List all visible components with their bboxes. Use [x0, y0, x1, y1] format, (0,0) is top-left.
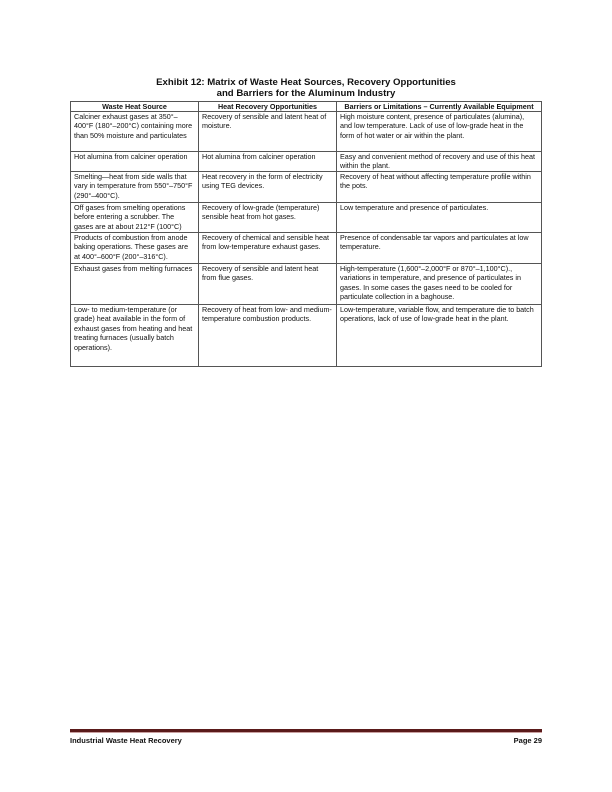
heat-recovery-opportunity-cell: Recovery of sensible and latent heat of moisture. [199, 112, 337, 152]
heat-recovery-opportunity-cell: Heat recovery in the form of electricity using TEG devices. [199, 172, 337, 203]
table-row [71, 112, 542, 152]
barrier-limitation-cell: Presence of condensable tar vapors and particulates at low temperature. [337, 233, 542, 264]
footer-page-number: Page 29 [513, 736, 542, 745]
table-row [71, 305, 542, 367]
heat-recovery-opportunity-cell: Recovery of heat from low- and medium-temperature combustion products. [199, 305, 337, 367]
waste-heat-source-cell: Calciner exhaust gases at 350°–400°F (180°–200°C) containing more than 50% moisture and particulates [71, 112, 199, 152]
heat-recovery-opportunity-cell: Recovery of low-grade (temperature) sensible heat from hot gases. [199, 203, 337, 233]
exhibit-title [0, 78, 612, 99]
waste-heat-matrix-table [70, 101, 542, 367]
heat-recovery-opportunity-cell: Hot alumina from calciner operation [199, 152, 337, 172]
waste-heat-source-cell: Low- to medium-temperature (or grade) heat available in the form of exhaust gases from heating and heat treating furnaces (usually batch operations). [71, 305, 199, 367]
waste-heat-source-cell: Exhaust gases from melting furnaces [71, 264, 199, 305]
table-row [71, 264, 542, 305]
title-line-1: Exhibit 12: Matrix of Waste Heat Sources, Recovery Opportunities [156, 77, 456, 88]
waste-heat-source-cell: Hot alumina from calciner operation [71, 152, 199, 172]
barrier-limitation-cell: Low temperature and presence of particulates. [337, 203, 542, 233]
table-row [71, 152, 542, 172]
table-row [71, 172, 542, 203]
footer-document-title: Industrial Waste Heat Recovery [70, 736, 182, 745]
header-heat-recovery: Heat Recovery Opportunities [199, 102, 337, 112]
barrier-limitation-cell: High moisture content, presence of particulates (alumina), and low temperature. Lack of use of low-grade heat in the form of hot water or air within the plant. [337, 112, 542, 152]
heat-recovery-opportunity-cell: Recovery of chemical and sensible heat from low-temperature exhaust gases. [199, 233, 337, 264]
waste-heat-source-cell: Smelting—heat from side walls that vary in temperature from 550°–750°F (290°–400°C). [71, 172, 199, 203]
barrier-limitation-cell: Easy and convenient method of recovery and use of this heat within the plant. [337, 152, 542, 172]
header-waste-heat-source: Waste Heat Source [71, 102, 199, 112]
table-row [71, 203, 542, 233]
barrier-limitation-cell: Recovery of heat without affecting temperature profile within the pots. [337, 172, 542, 203]
barrier-limitation-cell: Low-temperature, variable flow, and temperature die to batch operations, lack of use of low-grade heat in the plant. [337, 305, 542, 367]
header-barriers: Barriers or Limitations – Currently Available Equipment [337, 102, 542, 112]
table-header-row [71, 102, 542, 112]
footer-rule-accent [70, 732, 542, 733]
title-line-2: and Barriers for the Aluminum Industry [216, 87, 396, 99]
waste-heat-source-cell: Off gases from smelting operations before entering a scrubber. The gases are at about 212°F (100°C) [71, 203, 199, 233]
waste-heat-source-cell: Products of combustion from anode baking operations. These gases are at 400°–600°F (200°–316°C). [71, 233, 199, 264]
heat-recovery-opportunity-cell: Recovery of sensible and latent heat from flue gases. [199, 264, 337, 305]
barrier-limitation-cell: High-temperature (1,600°–2,000°F or 870°–1,100°C)., variations in temperature, and presence of particulates in gases. In some cases the gases need to be cooled for particulate collection in a baghouse. [337, 264, 542, 305]
table-row [71, 233, 542, 264]
